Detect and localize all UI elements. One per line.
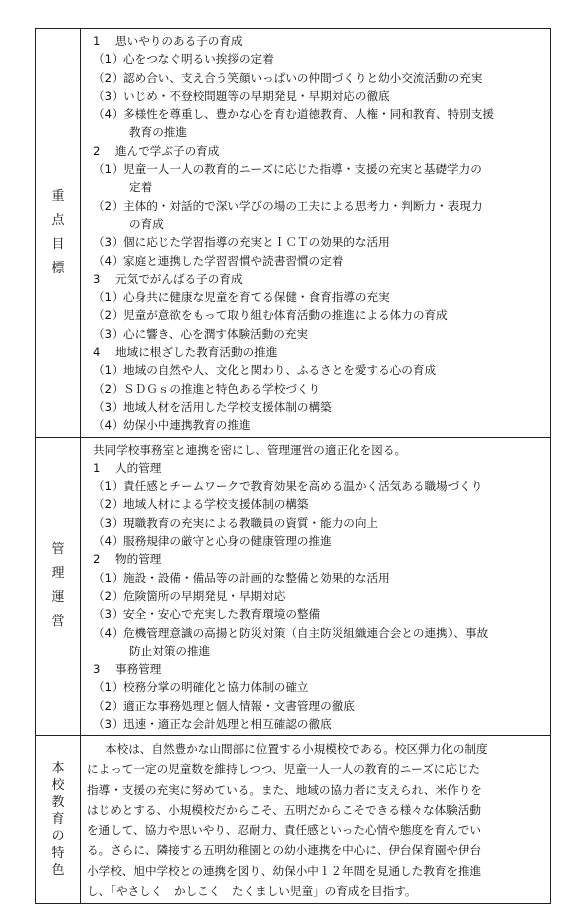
section-body	[81, 736, 551, 904]
item-number: （3）	[93, 88, 124, 103]
intro-line: 共同学校事務室と連携を密にし、管理運営の適正化を図る。	[93, 442, 407, 457]
item-text: 迅速・適正な会計処理と相互確認の徹底	[123, 716, 332, 731]
item-number: （1）	[93, 52, 124, 67]
list-item	[87, 514, 547, 532]
subheading-text: 物的管理	[115, 552, 162, 567]
item-number: （2）	[93, 198, 124, 213]
paragraph-line: 指導・支援の充実に努めている。また、地域の協力者に支えられ、米作りを	[87, 782, 482, 797]
paragraph-line: によって一定の児童数を維持しつつ、児童一人一人の教育的ニーズに応じた	[87, 762, 481, 777]
heading-char: 特	[51, 846, 65, 862]
subheading-number: 4	[93, 345, 101, 360]
paragraph-line: る。さらに、隣接する五明幼稚園との幼小連携を中心に、伊台保育園や伊台	[87, 843, 482, 858]
subheading-number: 1	[93, 34, 101, 48]
subheading-number: 2	[93, 552, 101, 567]
list-item	[87, 252, 547, 270]
school-plan-sheet	[35, 28, 551, 904]
item-text: 幼保小中連携教育の推進	[123, 418, 251, 433]
item-text: 危険箇所の早期発見・早期対応	[123, 588, 286, 603]
item-text: 校務分掌の明確化と協力体制の確立	[123, 680, 309, 695]
item-text: 地域人材による学校支援体制の構築	[123, 497, 309, 512]
list-item	[87, 715, 547, 733]
item-number: （3）	[93, 235, 124, 250]
item-text: 心に響き、心を潤す体験活動の充実	[123, 326, 309, 341]
subheading-text: 人的管理	[115, 460, 162, 475]
list-item	[87, 678, 547, 696]
list-item	[87, 233, 547, 251]
vertical-heading	[36, 538, 80, 634]
item-number: （2）	[93, 308, 124, 323]
list-item	[87, 569, 547, 587]
item-text: 個に応じた学習指導の充実とＩＣＴの効果的な活用	[123, 235, 390, 250]
item-continuation: 定着	[129, 180, 153, 195]
subheading-text: 地域に根ざした教育活動の推進	[115, 345, 278, 360]
paragraph-line: 本校は、自然豊かな山間部に位置する小規模校である。校区弾力化の制度	[105, 742, 488, 757]
list-item	[87, 87, 547, 105]
item-number: （4）	[93, 253, 124, 268]
item-number: （1）	[93, 479, 124, 494]
item-number: （3）	[93, 399, 124, 414]
item-text: 服務規律の厳守と心身の健康管理の推進	[123, 534, 332, 549]
heading-char: 目	[51, 236, 65, 252]
item-text: 危機管理意識の高揚と防災対策（自主防災組織連合会との連携）、事故	[123, 625, 489, 640]
section-subheading	[87, 660, 547, 678]
list-item	[87, 495, 547, 513]
list-item	[87, 50, 547, 68]
list-item	[87, 624, 547, 642]
section-school-features	[36, 736, 551, 904]
item-text: 家庭と連携した学習習慣や読書習慣の定着	[123, 253, 344, 268]
section-subheading	[87, 343, 547, 361]
item-number: （2）	[93, 70, 124, 85]
subheading-number: 2	[93, 143, 101, 158]
item-text: 現職教育の充実による教職員の資質・能力の向上	[123, 515, 379, 530]
item-number: （4）	[93, 625, 124, 640]
list-item	[87, 306, 547, 324]
section-subheading	[87, 550, 547, 568]
section-body	[81, 437, 551, 736]
list-item	[87, 416, 547, 434]
subheading-number: 3	[93, 271, 101, 286]
list-item	[87, 105, 547, 123]
heading-char: 重	[51, 188, 65, 204]
heading-char: 管	[51, 542, 65, 558]
list-item	[87, 605, 547, 623]
subheading-text: 思いやりのある子の育成	[115, 34, 243, 48]
subheading-text: 進んで学ぶ子の育成	[115, 143, 220, 158]
item-number: （2）	[93, 381, 124, 396]
item-text: 地域人材を活用した学校支援体制の構築	[123, 399, 332, 414]
heading-char: の	[51, 829, 65, 845]
heading-char: 校	[51, 778, 65, 794]
item-number: （1）	[93, 162, 124, 177]
paragraph-line: を通して、協力や思いやり、忍耐力、責任感といった心情や態度を育んでい	[87, 823, 481, 838]
item-number: （1）	[93, 680, 124, 695]
list-item	[87, 697, 547, 715]
item-number: （3）	[93, 515, 124, 530]
section-heading	[36, 736, 81, 904]
subheading-text: 事務管理	[115, 662, 162, 677]
subheading-number: 3	[93, 662, 101, 677]
heading-char: 点	[51, 212, 65, 228]
list-item	[87, 197, 547, 215]
item-text: 児童が意欲をもって取り組む体育活動の推進による体力の育成	[123, 308, 448, 323]
subheading-text: 元気でがんばる子の育成	[115, 271, 243, 286]
subheading-number: 1	[93, 460, 101, 475]
item-continuation: の育成	[129, 216, 164, 231]
heading-char: 育	[51, 812, 65, 828]
section-focus-goals	[36, 29, 551, 438]
section-subheading	[87, 270, 547, 288]
section-subheading	[87, 142, 547, 160]
paragraph-line: 小学校、旭中学校との連携を図り、幼保小中１２年間を見通した教育を推進	[87, 863, 482, 878]
item-number: （2）	[93, 588, 124, 603]
item-text: 多様性を尊重し、豊かな心を育む道徳教育、人権・同和教育、特別支援	[123, 107, 495, 122]
section-body	[81, 29, 551, 438]
item-continuation: 教育の推進	[129, 125, 187, 140]
item-text: 施設・設備・備品等の計画的な整備と効果的な活用	[123, 570, 390, 585]
section-management	[36, 437, 551, 736]
item-number: （3）	[93, 607, 124, 622]
heading-char: 教	[51, 795, 65, 811]
item-text: 責任感とチームワークで教育効果を高める温かく活気ある職場づくり	[123, 479, 483, 494]
item-text: 心をつなぐ明るい挨拶の定着	[123, 52, 274, 67]
paragraph-line: し、「やさしく かしこく たくましい児童」の育成を目指す。	[87, 883, 417, 898]
section-subheading	[87, 32, 547, 50]
item-number: （1）	[93, 570, 124, 585]
list-item	[87, 380, 547, 398]
item-text: 適正な事務処理と個人情報・文書管理の徹底	[123, 698, 355, 713]
list-item	[87, 587, 547, 605]
item-text: 児童一人一人の教育的ニーズに応じた指導・支援の充実と基礎学力の	[123, 162, 482, 177]
section-heading	[36, 29, 81, 438]
heading-char: 運	[51, 590, 65, 606]
heading-char: 営	[51, 614, 65, 630]
item-text: 安全・安心で充実した教育環境の整備	[123, 607, 321, 622]
list-item	[87, 69, 547, 87]
list-item	[87, 160, 547, 178]
heading-char: 色	[51, 863, 65, 879]
item-number: （3）	[93, 716, 124, 731]
paragraph-line: はじめとする、小規模校だからこそ、五明だからこそできる様々な体験活動	[87, 802, 481, 817]
section-heading	[36, 437, 81, 736]
item-text: ＳＤＧｓの推進と特色ある学校づくり	[123, 381, 321, 396]
item-number: （4）	[93, 107, 124, 122]
item-text: 地域の自然や人、文化と関わり、ふるさとを愛する心の育成	[123, 363, 437, 378]
item-text: 心身共に健康な児童を育てる保健・食育指導の充実	[123, 290, 390, 305]
item-number: （4）	[93, 418, 124, 433]
vertical-heading	[36, 185, 80, 281]
list-item	[87, 361, 547, 379]
heading-char: 標	[51, 260, 65, 276]
item-number: （1）	[93, 290, 124, 305]
heading-char: 本	[51, 761, 65, 777]
list-item	[87, 325, 547, 343]
heading-char: 理	[51, 566, 65, 582]
list-item	[87, 532, 547, 550]
section-subheading	[87, 459, 547, 477]
item-text: 主体的・対話的で深い学びの場の工夫による思考力・判断力・表現力	[123, 198, 483, 213]
vertical-heading	[36, 760, 80, 879]
item-number: （1）	[93, 363, 124, 378]
item-continuation: 防止対策の推進	[129, 643, 211, 658]
item-number: （3）	[93, 326, 124, 341]
school-plan-table	[35, 28, 551, 904]
list-item	[87, 288, 547, 306]
list-item	[87, 398, 547, 416]
item-number: （2）	[93, 698, 124, 713]
item-number: （2）	[93, 497, 124, 512]
item-number: （4）	[93, 534, 124, 549]
item-text: いじめ・不登校問題等の早期発見・早期対応の徹底	[123, 88, 390, 103]
list-item	[87, 477, 547, 495]
item-text: 認め合い、支え合う笑顔いっぱいの仲間づくりと幼小交流活動の充実	[123, 70, 483, 85]
